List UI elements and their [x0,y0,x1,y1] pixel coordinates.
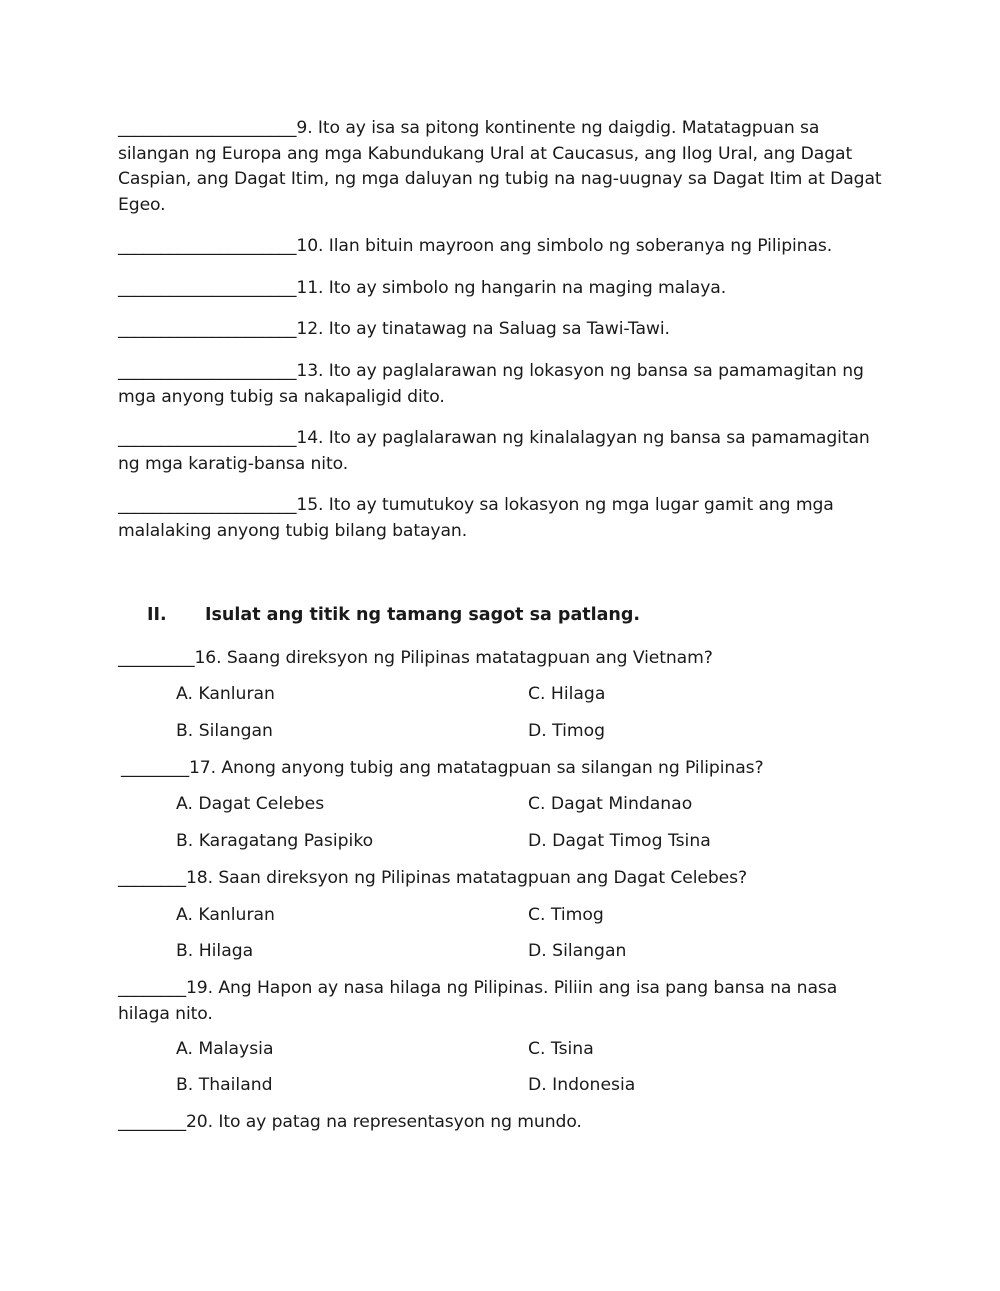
choice-d: D. Silangan [528,941,627,961]
choice-c: C. Dagat Mindanao [528,794,693,814]
question-13 [118,359,888,410]
question-text: 13. Ito ay paglalarawan ng lokasyon ng bansa sa pamamagitan ng mga anyong tubig sa nakapaligid dito. [118,361,864,407]
choice-d: D. Dagat Timog Tsina [528,831,711,851]
answer-blank[interactable]: ________ [118,868,186,888]
question-text: 12. Ito ay tinatawag na Saluag sa Tawi-Tawi. [296,319,670,339]
question-11 [118,276,888,302]
question-9 [118,116,888,218]
question-text: 15. Ito ay tumutukoy sa lokasyon ng mga lugar gamit ang mga malalaking anyong tubig bilang batayan. [118,495,834,541]
question-15 [118,493,888,544]
question-20 [118,1110,888,1136]
question-text: 9. Ito ay isa sa pitong kontinente ng daigdig. Matatagpuan sa silangan ng Europa ang mga Kabundukang Ural at Caucasus, ang Ilog Ural, ang Dagat Caspian, ang Dagat Itim, ng mga daluyan ng tubig na nag-uugnay sa Dagat Itim at Dagat Egeo. [118,118,882,215]
question-text: 17. Anong anyong tubig ang matatagpuan sa silangan ng Pilipinas? [188,758,764,778]
answer-blank[interactable]: _____________________ [118,428,297,448]
question-text: 11. Ito ay simbolo ng hangarin na maging malaya. [296,278,727,298]
question-text: 10. Ilan bituin mayroon ang simbolo ng soberanya ng Pilipinas. [296,236,833,256]
question-19 [118,976,888,1027]
question-12 [118,317,888,343]
choice-c: C. Timog [528,905,604,925]
section-title: Isulat ang titik ng tamang sagot sa patlang. [205,605,641,625]
choice-a: A. Kanluran [176,684,275,704]
section-numeral: II. [147,605,167,625]
choice-b: B. Karagatang Pasipiko [176,831,374,851]
answer-blank[interactable]: _____________________ [118,319,297,339]
question-text: 19. Ang Hapon ay nasa hilaga ng Pilipinas. Piliin ang isa pang bansa na nasa hilaga nito. [118,978,838,1024]
question-17 [121,756,891,782]
choice-a: A. Malaysia [176,1039,274,1059]
answer-blank[interactable]: _____________________ [118,361,297,381]
answer-blank[interactable]: _____________________ [118,495,297,515]
answer-blank[interactable]: ________ [121,758,189,778]
answer-blank[interactable]: _____________________ [118,278,297,298]
choice-d: D. Timog [528,721,606,741]
question-16 [118,646,888,672]
choice-b: B. Hilaga [176,941,254,961]
answer-blank[interactable]: _________ [118,648,195,668]
question-18 [118,866,888,892]
question-text: 16. Saang direksyon ng Pilipinas matatagpuan ang Vietnam? [194,648,713,668]
section-heading [147,602,640,628]
answer-blank[interactable]: ________ [118,1112,186,1132]
question-text: 20. Ito ay patag na representasyon ng mundo. [185,1112,582,1132]
question-text: 18. Saan direksyon ng Pilipinas matatagpuan ang Dagat Celebes? [185,868,748,888]
question-text: 14. Ito ay paglalarawan ng kinalalagyan ng bansa sa pamamagitan ng mga karatig-bansa nito. [118,428,870,474]
choice-a: A. Dagat Celebes [176,794,325,814]
answer-blank[interactable]: _____________________ [118,236,297,256]
choice-a: A. Kanluran [176,905,275,925]
answer-blank[interactable]: _____________________ [118,118,297,138]
choice-c: C. Hilaga [528,684,606,704]
choice-b: B. Silangan [176,721,273,741]
answer-blank[interactable]: ________ [118,978,186,998]
choice-c: C. Tsina [528,1039,594,1059]
choice-d: D. Indonesia [528,1075,636,1095]
question-14 [118,426,888,477]
choice-b: B. Thailand [176,1075,273,1095]
question-10 [118,234,888,260]
